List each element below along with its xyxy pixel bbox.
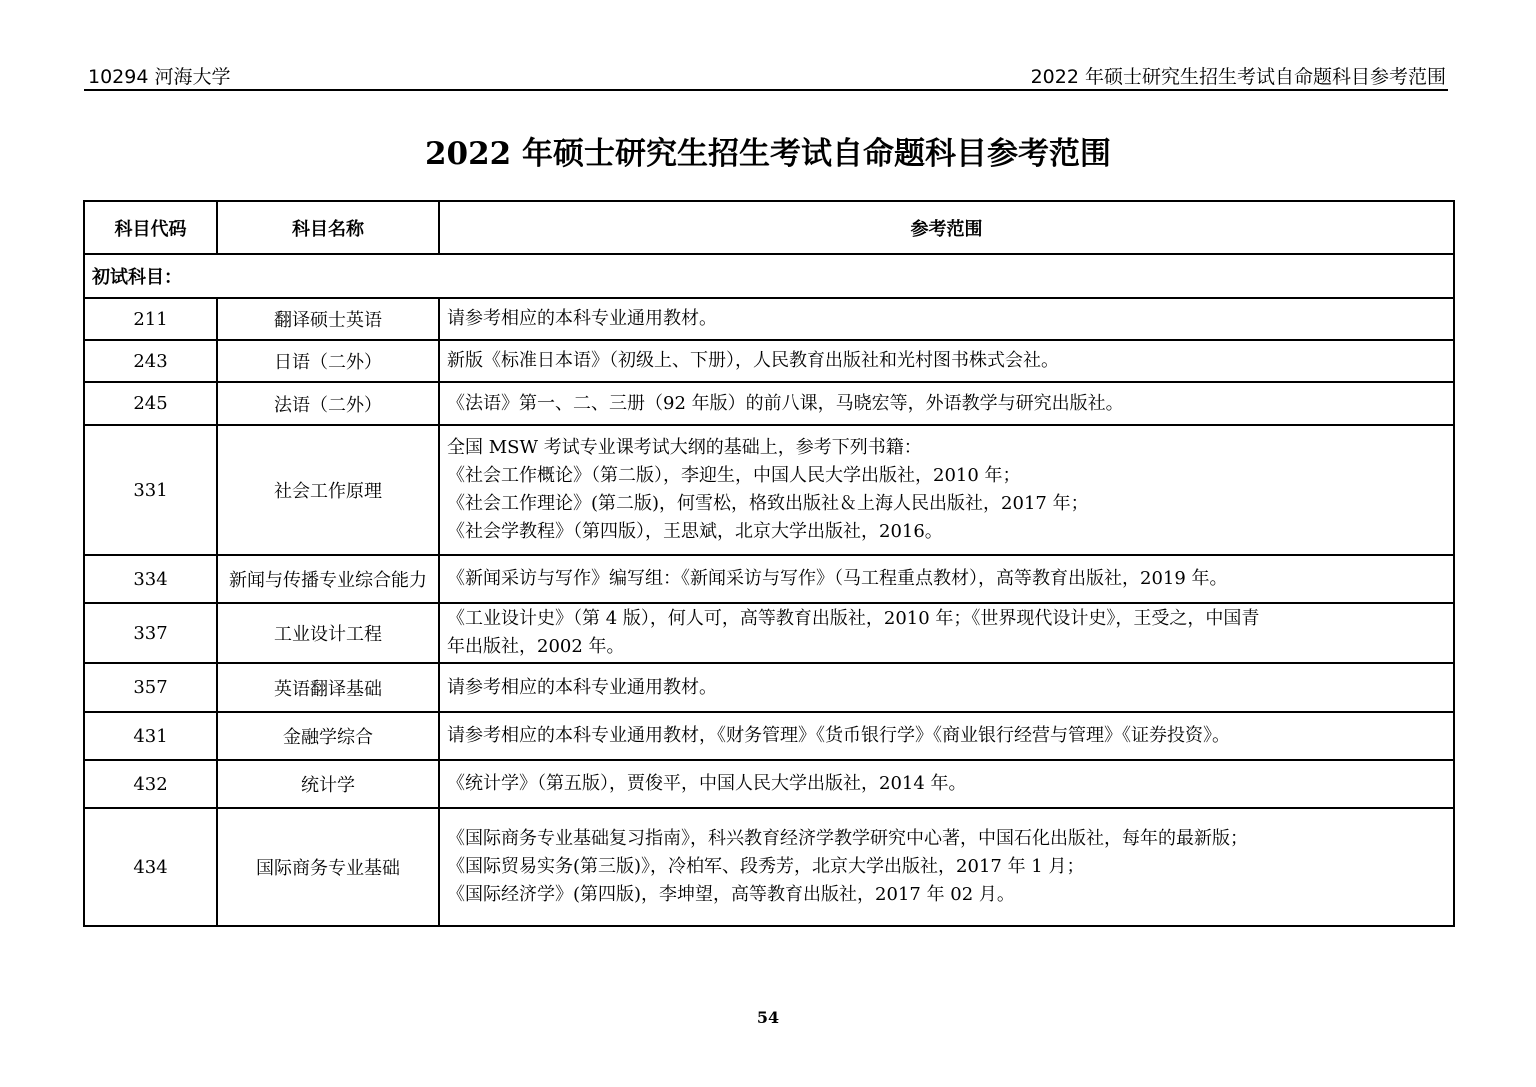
subject-name: 统计学 bbox=[217, 760, 439, 808]
subject-name: 法语（二外） bbox=[217, 382, 439, 425]
subject-code: 334 bbox=[84, 555, 217, 603]
table-row bbox=[84, 555, 1454, 603]
reference-scope bbox=[439, 603, 1454, 663]
page-title: 2022 年硕士研究生招生考试自命题科目参考范围 bbox=[424, 136, 1112, 172]
subject-code: 243 bbox=[84, 340, 217, 382]
subject-name: 社会工作原理 bbox=[217, 425, 439, 555]
header-institution: 10294 河海大学 bbox=[88, 66, 231, 88]
section-row bbox=[84, 254, 1454, 298]
header-divider bbox=[84, 89, 1448, 91]
table-row bbox=[84, 663, 1454, 712]
reference-line: 请参考相应的本科专业通用教材。 bbox=[447, 308, 717, 329]
reference-line: 请参考相应的本科专业通用教材。 bbox=[447, 676, 717, 698]
reference-scope bbox=[439, 298, 1454, 340]
reference-line: 《社会工作概论》（第二版），李迎生，中国人民大学出版社，2010 年； bbox=[447, 465, 1021, 486]
subject-name: 日语（二外） bbox=[217, 340, 439, 382]
table-row bbox=[84, 808, 1454, 926]
subject-name: 工业设计工程 bbox=[217, 603, 439, 663]
reference-line: 《工业设计史》（第 4 版），何人可，高等教育出版社，2010 年；《世界现代设计史》，王受之，中国青 bbox=[447, 608, 1260, 629]
subject-name: 新闻与传播专业综合能力 bbox=[217, 555, 439, 603]
subject-code: 331 bbox=[84, 425, 217, 555]
subject-code: 431 bbox=[84, 712, 217, 760]
reference-scope bbox=[439, 663, 1454, 712]
subject-code: 357 bbox=[84, 663, 217, 712]
reference-scope bbox=[439, 425, 1454, 555]
subject-name: 国际商务专业基础 bbox=[217, 808, 439, 926]
subject-name: 金融学综合 bbox=[217, 712, 439, 760]
table-row bbox=[84, 425, 1454, 555]
reference-line: 新版《标准日本语》（初级上、下册），人民教育出版社和光村图书株式会社。 bbox=[447, 350, 1059, 371]
reference-line: 《新闻采访与写作》编写组：《新闻采访与写作》（马工程重点教材），高等教育出版社，2019 年。 bbox=[447, 568, 1228, 589]
reference-line: 《法语》第一、二、三册（92 年版）的前八课，马晓宏等，外语教学与研究出版社。 bbox=[447, 392, 1124, 414]
subject-name: 英语翻译基础 bbox=[217, 663, 439, 712]
table-row bbox=[84, 340, 1454, 382]
column-header-name: 科目名称 bbox=[217, 201, 439, 254]
subject-code: 211 bbox=[84, 298, 217, 340]
reference-scope bbox=[439, 382, 1454, 425]
section-label: 初试科目： bbox=[84, 254, 1454, 298]
subject-code: 337 bbox=[84, 603, 217, 663]
subject-name: 翻译硕士英语 bbox=[217, 298, 439, 340]
reference-scope bbox=[439, 808, 1454, 926]
table-row bbox=[84, 382, 1454, 425]
page-number: 54 bbox=[756, 1008, 780, 1027]
reference-line: 《社会学教程》（第四版），王思斌，北京大学出版社，2016。 bbox=[447, 521, 943, 542]
table-row bbox=[84, 760, 1454, 808]
reference-scope bbox=[439, 712, 1454, 760]
reference-scope bbox=[439, 340, 1454, 382]
subject-table bbox=[83, 200, 1455, 927]
subject-code: 245 bbox=[84, 382, 217, 425]
column-header-reference: 参考范围 bbox=[439, 201, 1454, 254]
reference-line: 《社会工作理论》(第二版)，何雪松，格致出版社＆上海人民出版社，2017 年； bbox=[447, 493, 1089, 514]
reference-line: 请参考相应的本科专业通用教材，《财务管理》《货币银行学》《商业银行经营与管理》《证券投资》。 bbox=[447, 725, 1230, 746]
reference-line: 《国际经济学》(第四版)，李坤望，高等教育出版社，2017 年 02 月。 bbox=[447, 884, 1015, 905]
table-row bbox=[84, 298, 1454, 340]
reference-line: 《国际贸易实务(第三版)》，冷柏军、段秀芳，北京大学出版社，2017 年 1 月； bbox=[447, 856, 1085, 877]
reference-line: 全国 MSW 考试专业课考试大纲的基础上，参考下列书籍： bbox=[447, 437, 922, 458]
reference-scope bbox=[439, 555, 1454, 603]
reference-line: 《国际商务专业基础复习指南》，科兴教育经济学教学研究中心著，中国石化出版社，每年的最新版； bbox=[447, 828, 1248, 849]
reference-scope bbox=[439, 760, 1454, 808]
header-document-title: 2022 年硕士研究生招生考试自命题科目参考范围 bbox=[1030, 66, 1446, 88]
table-row bbox=[84, 712, 1454, 760]
subject-code: 434 bbox=[84, 808, 217, 926]
column-header-code: 科目代码 bbox=[84, 201, 217, 254]
reference-line: 《统计学》（第五版），贾俊平，中国人民大学出版社，2014 年。 bbox=[447, 773, 967, 794]
table-row bbox=[84, 603, 1454, 663]
table-header-row bbox=[84, 201, 1454, 254]
subject-code: 432 bbox=[84, 760, 217, 808]
reference-line: 年出版社，2002 年。 bbox=[447, 636, 625, 657]
